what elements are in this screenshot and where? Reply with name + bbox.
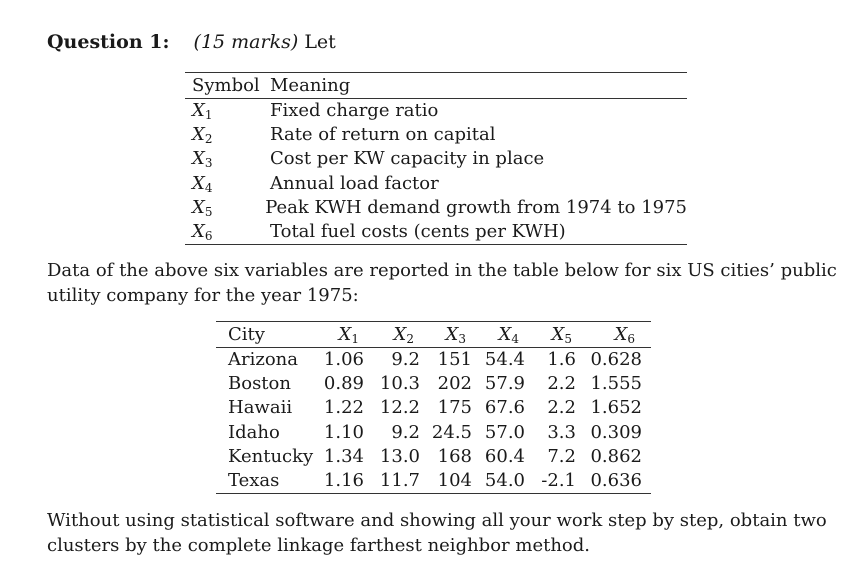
value-cell: 0.628 — [590, 349, 642, 370]
symbol-cell: $X_4$ — [192, 172, 213, 195]
value-cell: 0.636 — [590, 469, 642, 491]
meaning-cell: Fixed charge ratio — [270, 100, 439, 121]
symbol-row — [185, 172, 687, 196]
value-cell: 202 — [437, 373, 472, 395]
symbol-row — [185, 99, 687, 123]
value-cell: 9.2 — [391, 421, 420, 443]
value-cell: 7.2 — [547, 445, 576, 467]
value-cell: 12.2 — [379, 397, 420, 419]
symbol-row — [185, 123, 687, 147]
value-cell: 1.34 — [323, 445, 364, 467]
value-cell: 1.16 — [323, 469, 364, 491]
value-cell: 13.0 — [379, 445, 420, 467]
value-cell: 1.10 — [323, 421, 364, 443]
city-cell: Hawaii — [228, 397, 293, 419]
value-cell: 60.4 — [484, 445, 525, 467]
var-header: $X_3$ — [445, 324, 466, 346]
var-header: $X_2$ — [393, 324, 414, 346]
value-cell: 9.2 — [391, 349, 420, 370]
table-row — [216, 372, 651, 396]
question-marks: (15 marks) — [193, 31, 299, 53]
meaning-cell: Annual load factor — [270, 172, 439, 194]
table-row — [216, 396, 651, 420]
value-cell: 2.2 — [547, 397, 576, 419]
value-cell: 0.89 — [323, 373, 364, 395]
city-cell: Boston — [228, 373, 291, 395]
var-header: $X_6$ — [614, 324, 635, 346]
var-header: $X_5$ — [551, 324, 572, 346]
value-cell: 57.0 — [484, 421, 525, 443]
table-row — [216, 445, 651, 469]
symbol-cell: $X_1$ — [192, 100, 213, 122]
value-cell: 1.555 — [590, 373, 642, 395]
value-cell: 175 — [437, 397, 472, 419]
symbol-cell: $X_2$ — [192, 124, 213, 147]
value-cell: 104 — [437, 469, 472, 491]
symbol-row — [185, 220, 687, 244]
meaning-cell: Peak KWH demand growth from 1974 to 1975 — [265, 196, 687, 218]
table-row — [216, 348, 651, 372]
city-cell: Idaho — [228, 421, 280, 443]
value-cell: 54.4 — [484, 349, 525, 370]
question-label: Question 1: — [47, 31, 170, 53]
value-cell: -2.1 — [541, 469, 576, 491]
var-header: $X_1$ — [338, 324, 359, 346]
task-paragraph: Without using statistical software and showing all your work step by step, obtain two clusters by the complete linkage farthest neighbor method. — [47, 510, 827, 556]
value-cell: 67.6 — [484, 397, 525, 419]
value-cell: 54.0 — [484, 469, 525, 491]
value-cell: 2.2 — [547, 373, 576, 395]
value-cell: 0.309 — [590, 421, 642, 443]
value-cell: 0.862 — [590, 445, 642, 467]
value-cell: 57.9 — [484, 373, 525, 395]
meaning-cell: Rate of return on capital — [270, 124, 496, 146]
symbol-row — [185, 147, 687, 171]
value-cell: 1.06 — [323, 349, 364, 370]
value-cell: 3.3 — [547, 421, 576, 443]
city-cell: Texas — [228, 469, 280, 491]
value-cell: 151 — [437, 349, 472, 370]
symbol-table — [185, 72, 687, 245]
question-heading — [47, 31, 336, 53]
city-cell: Kentucky — [228, 445, 314, 467]
symbol-table-header — [185, 73, 687, 99]
meaning-cell: Total fuel costs (cents per KWH) — [270, 220, 566, 242]
city-header: City — [228, 324, 265, 345]
table-row — [216, 469, 651, 493]
symbol-cell: $X_6$ — [192, 220, 213, 243]
city-cell: Arizona — [228, 349, 299, 370]
value-cell: 1.6 — [547, 349, 576, 370]
data-table — [216, 321, 651, 494]
intro-paragraph: Data of the above six variables are reported in the table below for six US cities’ public utility company for the year 1975: — [47, 260, 837, 306]
value-cell: 1.652 — [590, 397, 642, 419]
value-cell: 10.3 — [379, 373, 420, 395]
value-cell: 1.22 — [323, 397, 364, 419]
value-cell: 11.7 — [379, 469, 420, 491]
symbol-cell: $X_5$ — [192, 196, 213, 219]
question-lead: Let — [304, 31, 336, 53]
table-row — [216, 421, 651, 445]
meaning-header: Meaning — [270, 75, 351, 96]
symbol-header: Symbol — [192, 75, 260, 96]
data-table-header — [216, 322, 651, 348]
meaning-cell: Cost per KW capacity in place — [270, 148, 545, 170]
var-header: $X_4$ — [498, 324, 519, 346]
value-cell: 24.5 — [431, 421, 472, 443]
symbol-cell: $X_3$ — [192, 148, 213, 171]
value-cell: 168 — [437, 445, 472, 467]
symbol-row — [185, 196, 687, 220]
